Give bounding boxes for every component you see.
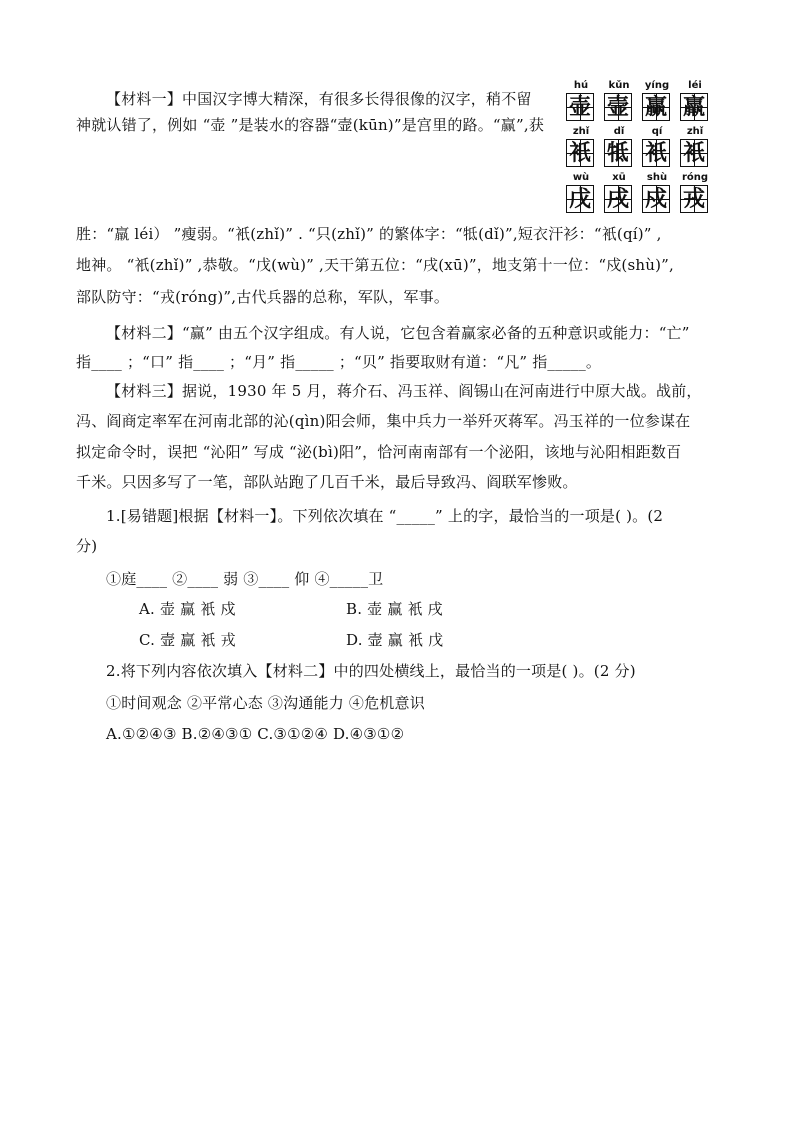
material1-line3: 胜：“羸 léi） ”瘦弱。“衹(zhǐ)” . “只(zhǐ)” 的繁体字：“牴(dǐ)”,短衣汗衫：“衹(qí)” , (76, 225, 662, 243)
question1-option-c: C. 壸 赢 衹 戎 (139, 631, 236, 649)
char-glyph: 衹 (682, 140, 705, 166)
char-pinyin: zhǐ (572, 126, 590, 137)
char-pinyin: hú (573, 80, 589, 91)
char-pinyin: xū (612, 172, 626, 183)
char-cell (601, 126, 637, 172)
char-glyph: 羸 (682, 94, 705, 120)
char-cell (601, 80, 637, 126)
char-cell (677, 172, 713, 218)
char-pinyin: dǐ (613, 126, 625, 137)
char-glyph: 戍 (644, 186, 667, 212)
char-pinyin: kǔn (608, 80, 630, 91)
char-cell (639, 172, 675, 218)
question1-stem-cont: 分) (76, 537, 98, 555)
char-pinyin: wù (572, 172, 590, 183)
char-pinyin: shù (646, 172, 668, 183)
material3-line1: 【材料三】据说，1930 年 5 月，蒋介石、冯玉祥、阎锡山在河南进行中原大战。战前， (106, 382, 702, 400)
char-glyph: 戎 (682, 186, 705, 212)
character-comparison-figure (563, 80, 713, 220)
char-cell (677, 80, 713, 126)
material3-line3: 拟定命令时，误把 “沁阳” 写成 “泌(bì)阳”，恰河南南部有一个泌阳，该地与沁阳相距数百 (76, 443, 682, 461)
char-pinyin: léi (688, 80, 702, 91)
question2-options: A.①②④③ B.②④③① C.③①②④ D.④③①② (106, 725, 405, 743)
char-pinyin: qí (651, 126, 663, 137)
char-pinyin: yíng (644, 80, 670, 91)
material1-line5: 部队防守：“戎(róng)”,古代兵器的总称，军队，军事。 (76, 288, 450, 306)
material3-line4: 千米。只因多写了一笔，部队站跑了几百千米，最后导致冯、阎联军惨败。 (76, 473, 578, 491)
char-glyph: 牴 (606, 140, 629, 166)
material3-line2: 冯、阎商定率军在河南北部的沁(qìn)阳会师，集中兵力一举歼灭蒋军。冯玉祥的一位参谋在 (76, 412, 691, 430)
question1-option-b: B. 壶 赢 衹 戌 (346, 600, 443, 618)
question1-option-a: A. 壶 赢 衹 戍 (139, 600, 236, 618)
char-glyph: 壸 (606, 94, 629, 120)
question2-stem: 2.将下列内容依次填入【材料二】中的四处横线上，最恰当的一项是( )。(2 分) (106, 662, 636, 680)
char-cell (563, 80, 599, 126)
material1-line4: 地神。 “衹(zhǐ)” ,恭敬。“戊(wù)” ,天干第五位：“戌(xū)”，地支第十一位：“戍(shù)”, (76, 256, 674, 274)
material2-line2: 指____ ；“口” 指____ ；“月” 指_____ ；“贝” 指要取财有道：“凡” 指_____。 (76, 353, 602, 371)
char-glyph: 戊 (568, 186, 591, 212)
char-pinyin: róng (681, 172, 709, 183)
question1-option-d: D. 壸 赢 衹 戊 (346, 631, 444, 649)
char-cell (563, 126, 599, 172)
char-glyph: 衹 (644, 140, 667, 166)
question1-stem: 1.[易错题]根据【材料一】。下列依次填在 “_____” 上的字，最恰当的一项是( )。(2 (106, 507, 664, 525)
material2-line1: 【材料二】“赢” 由五个汉字组成。有人说，它包含着赢家必备的五种意识或能力：“亡” (106, 324, 690, 342)
question2-items: ①时间观念 ②平常心态 ③沟通能力 ④危机意识 (106, 694, 425, 712)
material1-line2: 神就认错了，例如 “壶 ”是装水的容器“壸(kūn)”是宫里的路。“赢”,获 (76, 116, 545, 134)
char-glyph: 赢 (644, 94, 667, 120)
char-pinyin: zhǐ (686, 126, 704, 137)
question1-blanks: ①庭____ ②____ 弱 ③____ 仰 ④_____卫 (106, 570, 384, 588)
char-cell (601, 172, 637, 218)
char-glyph: 戌 (606, 186, 629, 212)
char-glyph: 壶 (568, 94, 591, 120)
char-cell (639, 126, 675, 172)
char-cell (563, 172, 599, 218)
material1-line1: 【材料一】中国汉字博大精深，有很多长得很像的汉字，稍不留 (106, 90, 532, 108)
char-cell (639, 80, 675, 126)
char-cell (677, 126, 713, 172)
char-glyph: 衹 (568, 140, 591, 166)
